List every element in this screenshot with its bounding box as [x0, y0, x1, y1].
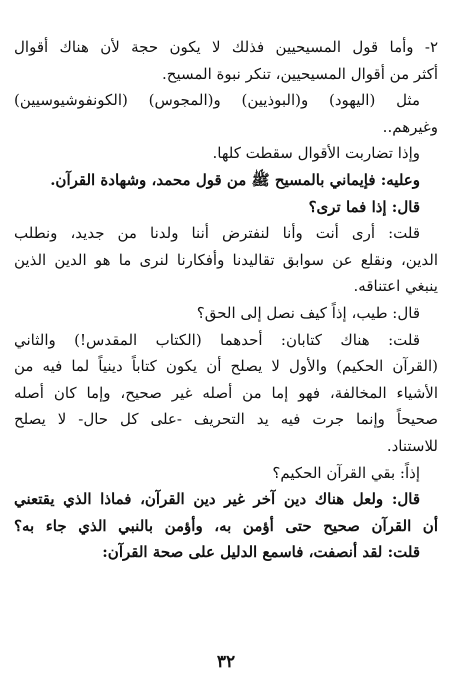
text-line: وغيرهم..: [382, 117, 438, 136]
text-line: وإذا تضاربت الأقوال سقطت كلها.: [212, 144, 420, 163]
text-line: ٢- وأما قول المسيحيين فذلك لا يكون حجة لأن هناك أقوال: [14, 38, 438, 56]
text-line: قلت: لقد أنصفت، فاسمع الدليل على صحة القرآن:: [102, 543, 420, 562]
text-line: أكثر من أقوال المسيحيين، تنكر نبوة المسيح.: [162, 64, 438, 83]
text-line: (القرآن الحكيم) والأول لا يصلح أن يكون كتاباً دينياً لما فيه من: [14, 357, 438, 376]
text-line: قلت: أرى أنت وأنا لنفترض أننا ولدنا من جديد، ونطلب: [14, 224, 420, 243]
text-line: الدين، ونقلع عن سوابق تقاليدنا وأفكارنا لنرى ما هو الدين الذين: [14, 250, 438, 269]
text-line: مثل (اليهود) و(البوذيين) و(المجوس) (الكونفوشيوسيين): [14, 91, 420, 110]
body-text: [14, 34, 438, 566]
text-line: وعليه: فإيماني بالمسيح ﷺ من قول محمد، وشهادة القرآن.: [50, 170, 420, 189]
text-line: صحيحاً وإنما جرت فيه يد التحريف -على كل حال- لا يصلح: [14, 410, 438, 429]
text-line: إذاً: بقي القرآن الحكيم؟: [272, 463, 420, 482]
text-line: قال: ولعل هناك دين آخر غير دين القرآن، فماذا الذي يقتعني: [14, 490, 420, 509]
text-line: قلت: هناك كتابان: أحدهما (الكتاب المقدس!) والثاني: [14, 330, 420, 349]
text-line: أن القرآن صحيح حتى أؤمن به، وأؤمن بالنبي الذي جاء به؟: [14, 516, 438, 535]
text-line: الأشياء المخالفة، فهو إما من أصله غير صحيح، وإما كان أصله: [14, 383, 438, 402]
text-line: قال: إذا فما ترى؟: [308, 197, 420, 216]
text-line: قال: طيب، إذاً كيف نصل إلى الحق؟: [196, 303, 420, 322]
text-line: ينبغي اعتناقه.: [353, 277, 438, 296]
page-number: ٣٢: [216, 652, 236, 672]
text-line: للاستناد.: [386, 436, 438, 455]
